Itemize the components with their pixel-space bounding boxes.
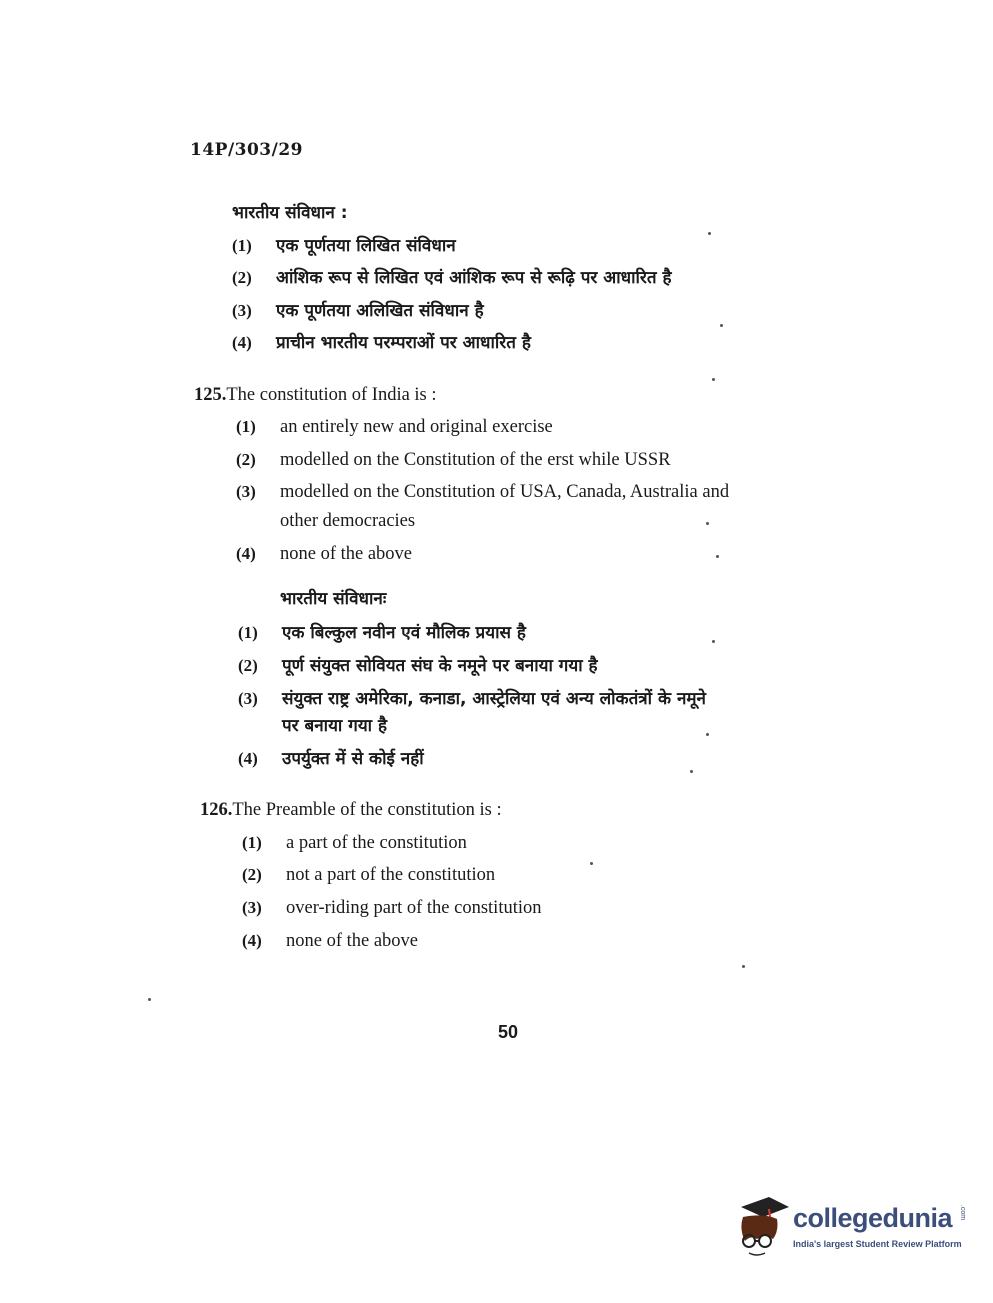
hindi-option-124-1: (1) एक पूर्णतया लिखित संविधान (232, 236, 456, 256)
scan-speck (148, 998, 151, 1001)
hindi-option-124-2: (2) आंशिक रूप से लिखित एवं आंशिक रूप से रूढ़ि पर आधारित है (232, 268, 672, 288)
hindi-option-125-4: (4) उपर्युक्त में से कोई नहीं (238, 749, 424, 769)
hindi-stem-125: भारतीय संविधानः (280, 589, 387, 609)
hindi-option-125-2: (2) पूर्ण संयुक्त सोवियत संघ के नमूने पर बनाया गया है (238, 656, 598, 676)
scan-speck (742, 965, 745, 968)
question-125-option-3: (3) modelled on the Constitution of USA, Canada, Australia and (236, 482, 730, 502)
scan-speck (590, 862, 593, 865)
hindi-option-124-4: (4) प्राचीन भारतीय परम्पराओं पर आधारित है (232, 333, 531, 353)
scan-speck (712, 640, 715, 643)
scan-speck (690, 770, 693, 773)
question-126-option-3: (3) over-riding part of the constitution (242, 898, 542, 918)
question-125-option-3-cont: other democracies (280, 511, 416, 531)
brand-name: collegedunia (793, 1203, 953, 1233)
scan-speck (716, 555, 719, 558)
hindi-option-124-3: (3) एक पूर्णतया अलिखित संविधान है (232, 301, 484, 321)
scan-speck (706, 522, 709, 525)
scan-speck (720, 324, 723, 327)
question-126-stem: 126.The Preamble of the constitution is : (200, 800, 502, 820)
page-number: 50 (498, 1022, 519, 1042)
question-125-option-1: (1) an entirely new and original exercise (236, 417, 553, 437)
question-126-option-4: (4) none of the above (242, 931, 419, 951)
hindi-option-125-3-cont: पर बनाया गया है (282, 716, 388, 736)
hindi-stem-124: भारतीय संविधान : (232, 203, 348, 223)
question-125-stem: 125.The constitution of India is : (194, 385, 437, 405)
question-126-option-2: (2) not a part of the constitution (242, 865, 496, 885)
paper-code: 14P/303/29 (190, 140, 304, 160)
hindi-option-125-3: (3) संयुक्त राष्ट्र अमेरिका, कनाडा, आस्ट्रेलिया एवं अन्य लोकतंत्रों के नमूने (238, 689, 706, 709)
question-125-option-2: (2) modelled on the Constitution of the erst while USSR (236, 450, 671, 470)
question-126-option-1: (1) a part of the constitution (242, 833, 467, 853)
mascot-icon (735, 1195, 791, 1265)
collegedunia-logo[interactable] (735, 1195, 965, 1265)
question-125-option-4: (4) none of the above (236, 544, 413, 564)
scan-speck (706, 733, 709, 736)
brand-domain: .com (959, 1204, 967, 1221)
brand-tagline: India's largest Student Review Platform (793, 1239, 962, 1249)
scan-speck (712, 378, 715, 381)
scan-speck (708, 232, 711, 235)
hindi-option-125-1: (1) एक बिल्कुल नवीन एवं मौलिक प्रयास है (238, 623, 526, 643)
